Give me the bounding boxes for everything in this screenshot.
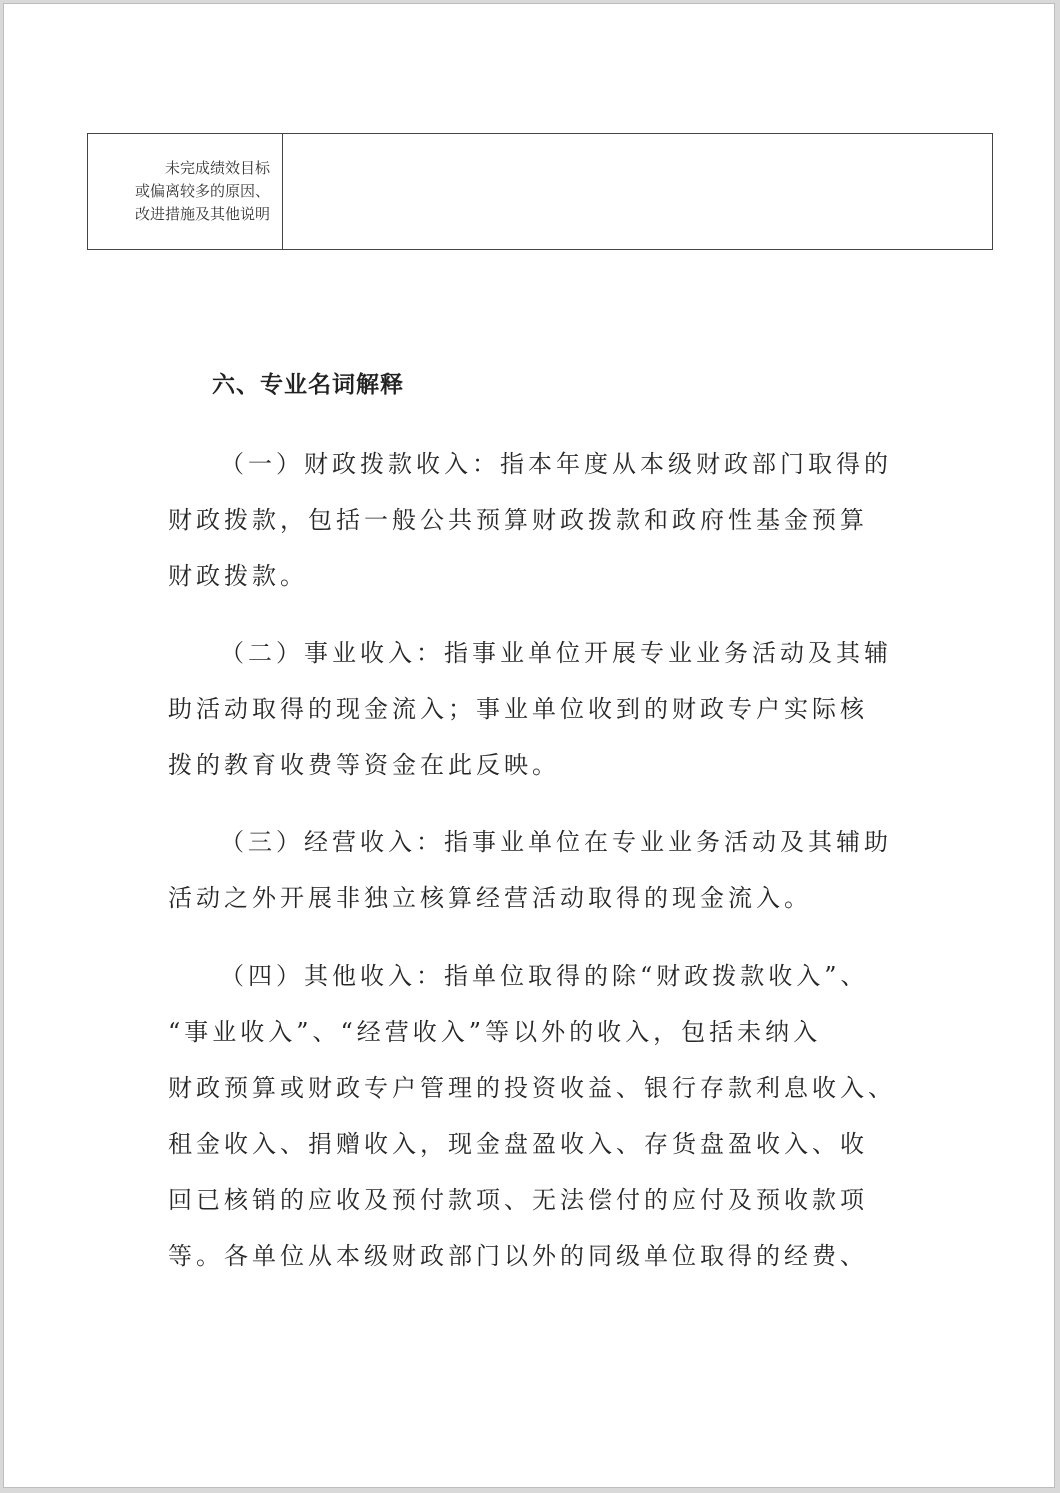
- paragraph-line: （四）其他收入：指单位取得的除“财政拨款收入”、: [220, 962, 869, 990]
- paragraph-operating-income: [168, 814, 928, 926]
- paragraph-line: （二）事业收入：指事业单位开展专业业务活动及其辅: [220, 639, 892, 667]
- table-label-line: 或偏离较多的原因、: [134, 182, 270, 200]
- paragraph-line: 财政拨款，包括一般公共预算财政拨款和政府性基金预算: [168, 506, 868, 534]
- table-label-line: 未完成绩效目标: [164, 159, 270, 177]
- paragraph-other-income: [168, 948, 928, 1284]
- paragraph-line: （一）财政拨款收入：指本年度从本级财政部门取得的: [220, 450, 892, 478]
- table-label-cell: [88, 134, 283, 250]
- paragraph-line: （三）经营收入：指事业单位在专业业务活动及其辅助: [220, 828, 892, 856]
- paragraph-line: 财政预算或财政专户管理的投资收益、银行存款利息收入、: [168, 1074, 896, 1102]
- paragraph-business-income: [168, 625, 928, 793]
- paragraph-line: 回已核销的应收及预付款项、无法偿付的应付及预收款项: [168, 1186, 868, 1214]
- paragraph-line: “事业收入”、“经营收入”等以外的收入，包括未纳入: [168, 1018, 822, 1046]
- table-value-cell: [283, 134, 993, 250]
- table-row: [88, 134, 993, 250]
- performance-table: [87, 133, 993, 250]
- paragraph-line: 财政拨款。: [168, 562, 308, 590]
- paragraph-fiscal-appropriation: [168, 436, 928, 604]
- paragraph-line: 助活动取得的现金流入；事业单位收到的财政专户实际核: [168, 695, 868, 723]
- table-label-line: 改进措施及其他说明: [134, 205, 270, 223]
- paragraph-line: 拨的教育收费等资金在此反映。: [168, 751, 560, 779]
- paragraph-line: 活动之外开展非独立核算经营活动取得的现金流入。: [168, 884, 812, 912]
- document-page: [3, 3, 1055, 1488]
- paragraph-line: 等。各单位从本级财政部门以外的同级单位取得的经费、: [168, 1242, 868, 1270]
- paragraph-line: 租金收入、捐赠收入，现金盘盈收入、存货盘盈收入、收: [168, 1130, 868, 1158]
- section-heading: 六、专业名词解释: [212, 372, 404, 398]
